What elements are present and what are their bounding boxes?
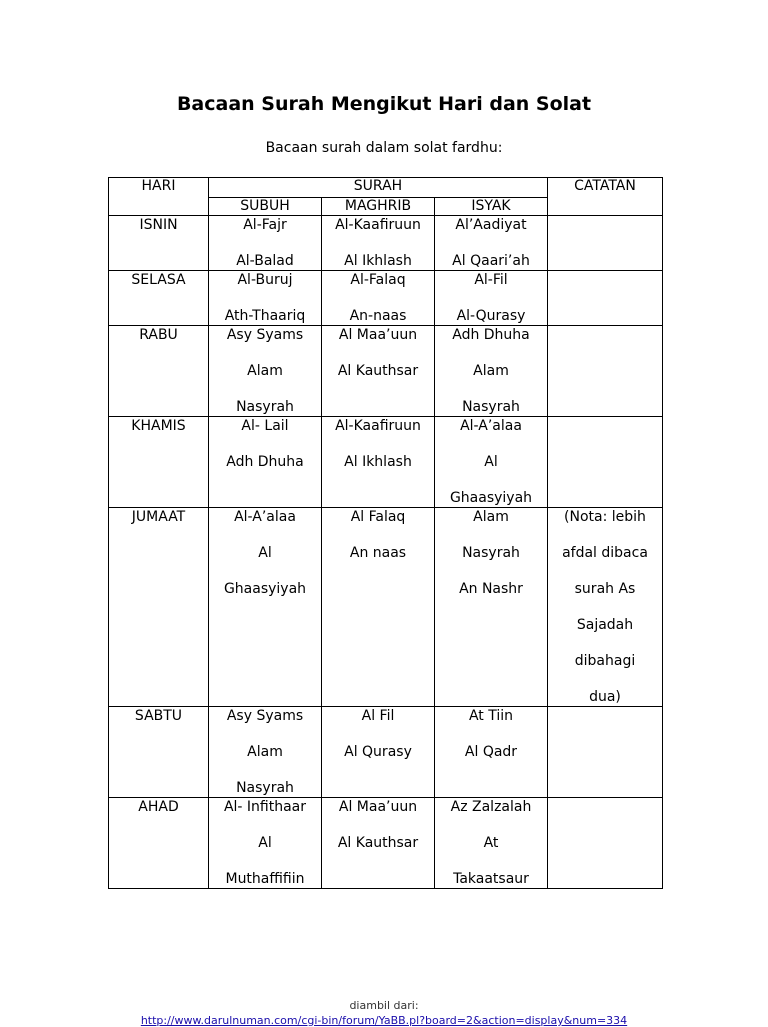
day-cell <box>109 417 209 508</box>
catatan-cell <box>548 326 663 417</box>
day-cell <box>109 508 209 707</box>
subuh-cell <box>209 417 322 508</box>
document-title: Bacaan Surah Mengikut Hari dan Solat <box>176 93 592 115</box>
surah-name: Al <box>258 545 272 561</box>
header-subuh: SUBUH <box>209 198 322 216</box>
day-cell <box>109 271 209 326</box>
subuh-cell <box>209 216 322 271</box>
table-row <box>109 417 663 508</box>
surah-name: Al’Aadiyat <box>455 217 527 233</box>
note-line: dua) <box>589 689 621 705</box>
header-surah: SURAH <box>209 178 548 198</box>
subuh-cell <box>209 326 322 417</box>
source-link[interactable]: http://www.darulnuman.com/cgi-bin/forum/YaBB.pl?board=2&action=display&num=334 <box>140 1014 628 1027</box>
surah-name: Al-Kaafiruun <box>335 217 421 233</box>
subuh-cell <box>209 271 322 326</box>
surah-name: Al-Balad <box>236 253 294 269</box>
surah-name: Al <box>258 835 272 851</box>
surah-name: Nasyrah <box>236 780 294 796</box>
surah-name: Al Ikhlash <box>344 454 412 470</box>
note-line: dibahagi <box>574 653 636 669</box>
maghrib-cell <box>322 417 435 508</box>
surah-name: An-naas <box>349 308 407 324</box>
document-subtitle: Bacaan surah dalam solat fardhu: <box>265 140 503 156</box>
catatan-cell <box>548 216 663 271</box>
surah-name: Adh Dhuha <box>452 327 530 343</box>
source-label: diambil dari: <box>349 999 419 1012</box>
maghrib-cell <box>322 216 435 271</box>
surah-name: Al-A’alaa <box>460 418 522 434</box>
note-line: (Nota: lebih <box>564 509 646 525</box>
surah-name: Al-Buruj <box>237 272 293 288</box>
surah-name: Al-Qurasy <box>456 308 526 324</box>
day-label: ISNIN <box>139 217 178 233</box>
surah-name: Al Maa’uun <box>338 327 418 343</box>
surah-name: Al Maa’uun <box>338 799 418 815</box>
table-row <box>109 508 663 707</box>
table-row <box>109 326 663 417</box>
surah-name: Alam <box>473 509 509 525</box>
surah-name: Al- Lail <box>241 418 289 434</box>
surah-name: Adh Dhuha <box>226 454 304 470</box>
surah-name: Al-Fil <box>474 272 508 288</box>
surah-name: Ath-Thaariq <box>224 308 306 324</box>
surah-schedule-table <box>108 177 663 889</box>
surah-name: Al Kauthsar <box>337 363 419 379</box>
day-label: RABU <box>139 327 178 343</box>
header-isyak: ISYAK <box>435 198 548 216</box>
subuh-cell <box>209 707 322 798</box>
surah-name: Al-Falaq <box>350 272 406 288</box>
maghrib-cell <box>322 326 435 417</box>
table-row <box>109 271 663 326</box>
table-row <box>109 216 663 271</box>
surah-name: Al-Fajr <box>243 217 287 233</box>
day-cell <box>109 707 209 798</box>
day-label: AHAD <box>138 799 179 815</box>
day-label: JUMAAT <box>131 509 186 525</box>
day-label: SABTU <box>134 708 183 724</box>
isyak-cell <box>435 508 548 707</box>
catatan-cell <box>548 798 663 889</box>
surah-name: Al Ikhlash <box>344 253 412 269</box>
day-label: KHAMIS <box>131 418 186 434</box>
surah-name: Nasyrah <box>462 545 520 561</box>
surah-name: Muthaffifiin <box>225 871 305 887</box>
table-row <box>109 707 663 798</box>
header-hari: HARI <box>109 178 209 216</box>
maghrib-cell <box>322 271 435 326</box>
surah-name: Al Qaari’ah <box>452 253 530 269</box>
catatan-cell <box>548 417 663 508</box>
isyak-cell <box>435 216 548 271</box>
subuh-cell <box>209 798 322 889</box>
isyak-cell <box>435 798 548 889</box>
surah-name: Az Zalzalah <box>450 799 532 815</box>
surah-name: Alam <box>473 363 509 379</box>
surah-name: Alam <box>247 744 283 760</box>
header-catatan: CATATAN <box>548 178 663 216</box>
isyak-cell <box>435 271 548 326</box>
surah-name: Al-Kaafiruun <box>335 418 421 434</box>
day-cell <box>109 216 209 271</box>
catatan-cell <box>548 271 663 326</box>
isyak-cell <box>435 707 548 798</box>
surah-name: Ghaasyiyah <box>449 490 533 506</box>
surah-name: Ghaasyiyah <box>223 581 307 597</box>
catatan-cell <box>548 508 663 707</box>
day-cell <box>109 326 209 417</box>
header-maghrib: MAGHRIB <box>322 198 435 216</box>
surah-name: Al Qurasy <box>344 744 412 760</box>
maghrib-cell <box>322 798 435 889</box>
surah-name: Al Fil <box>361 708 395 724</box>
surah-name: Asy Syams <box>226 327 304 343</box>
maghrib-cell <box>322 508 435 707</box>
day-label: SELASA <box>131 272 186 288</box>
table-body <box>109 216 663 889</box>
isyak-cell <box>435 417 548 508</box>
surah-name: Al Falaq <box>350 509 406 525</box>
surah-name: At <box>483 835 499 851</box>
surah-name: Al Qadr <box>464 744 518 760</box>
isyak-cell <box>435 326 548 417</box>
surah-name: Nasyrah <box>236 399 294 415</box>
note-line: afdal dibaca <box>562 545 648 561</box>
surah-name: Asy Syams <box>226 708 304 724</box>
note-line: surah As <box>574 581 636 597</box>
subuh-cell <box>209 508 322 707</box>
maghrib-cell <box>322 707 435 798</box>
surah-name: An Nashr <box>459 581 523 597</box>
catatan-cell <box>548 707 663 798</box>
note-line: Sajadah <box>576 617 634 633</box>
table-row <box>109 798 663 889</box>
surah-name: Nasyrah <box>462 399 520 415</box>
surah-name: Al Kauthsar <box>337 835 419 851</box>
surah-name: Takaatsaur <box>453 871 529 887</box>
surah-name: Al-A’alaa <box>234 509 296 525</box>
surah-name: Alam <box>247 363 283 379</box>
surah-name: At Tiin <box>468 708 514 724</box>
surah-name: Al <box>484 454 498 470</box>
surah-name: Al- Infithaar <box>223 799 307 815</box>
day-cell <box>109 798 209 889</box>
surah-name: An naas <box>349 545 407 561</box>
